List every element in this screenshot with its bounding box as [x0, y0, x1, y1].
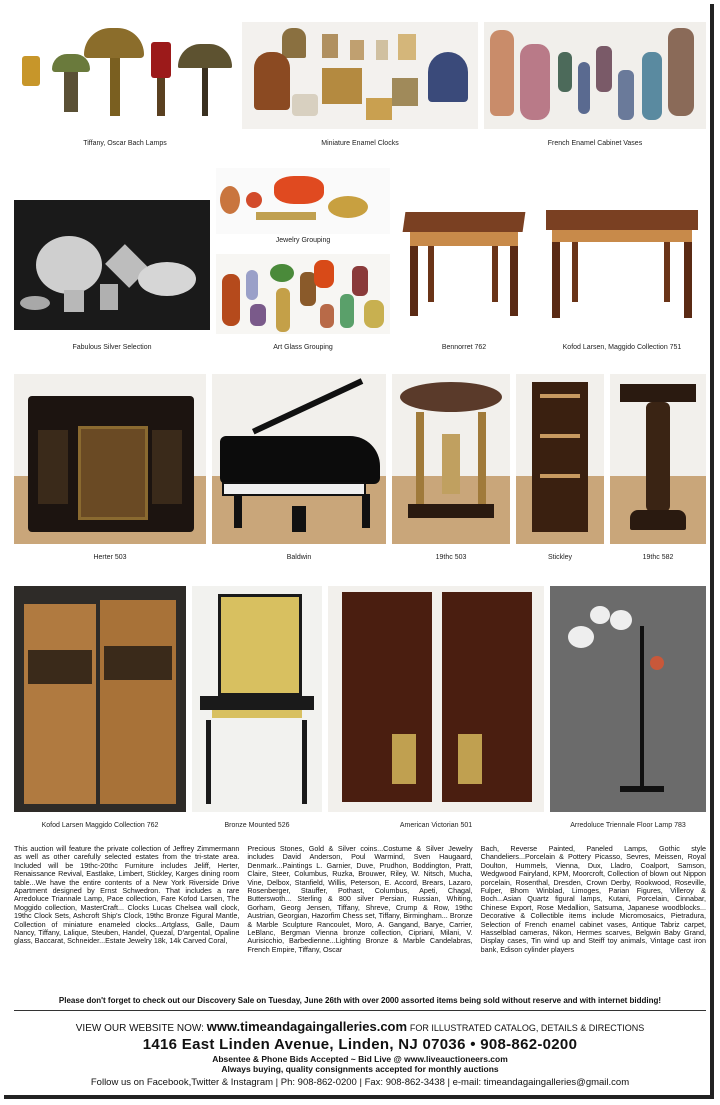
bronze-photo	[192, 586, 322, 812]
footer	[14, 1010, 706, 1088]
caption-c19b: 19thc 582	[642, 554, 674, 561]
website-line	[14, 1019, 706, 1034]
buying-line: Always buying, quality consignments accepted for monthly auctions	[221, 1064, 499, 1074]
baldwin-photo	[212, 374, 386, 544]
caption-bronze: Bronze Mounted 526	[224, 822, 290, 829]
stickley-photo	[516, 374, 604, 544]
caption-herter: Herter 503	[93, 554, 127, 561]
caption-lamps: Tiffany, Oscar Bach Lamps	[83, 140, 167, 147]
address-line: 1416 East Linden Avenue, Linden, NJ 07036 • 908-862-0200	[142, 1036, 578, 1053]
herter-photo	[14, 374, 206, 544]
caption-c19a: 19thc 503	[435, 554, 467, 561]
caption-baldwin: Baldwin	[286, 554, 312, 561]
absentee-line: Absentee & Phone Bids Accepted ~ Bid Live @ www.liveauctioneers.com	[212, 1054, 508, 1064]
caption-vases: French Enamel Cabinet Vases	[547, 140, 643, 147]
caption-kofod2: Kofod Larsen Maggido Collection 762	[41, 822, 159, 829]
vases-photo	[484, 22, 706, 129]
caption-artglass: Art Glass Grouping	[273, 344, 333, 351]
caption-bennorret: Bennorret 762	[441, 344, 487, 351]
discovery-sale-notice: Please don't forget to check out our Discovery Sale on Tuesday, June 26th with over 2000 assorted items being sold without reserve and with internet bidding!	[58, 996, 662, 1005]
auction-description	[14, 845, 706, 954]
caption-clocks: Miniature Enamel Clocks	[321, 140, 399, 147]
description-col-3: Bach, Reverse Painted, Paneled Lamps, Gothic style Chandeliers...Porcelain & Pottery Picasso, Sevres, Meissen, Royal Doulton, Hummels, Vienna, Dux, Lladro, Coalport, Samson, Wedgwood Fairyland, KPM, Moorcroft, Collection of blown out Nippon porcelain, Rosenthal, Dresden, Crown Derby, Rookwood, Roseville, Fulper, Bhom Winblad, Limoges, Parian Figures, Villeroy & Boch...Asian Quartz figural lamps, Kutani, Porcelain, Cinnabar, Chinese Export, Rose Medallion, Satsuma, Japanese woodblocks... Decorative & Collectible items include Micromosaics, Pietradura, Selection of French enamel cabinet vases, Antique Tabriz carpet, Hasselblad cameras, Nikon, Hermes scarves, Belgwin Baby Grand, Display cases, Tin wind up and Steiff toy animals, Vintage cast iron bank, Edison cylinder players	[480, 844, 706, 954]
contact-line: Follow us on Facebook,Twitter & Instagram | Ph: 908-862-0200 | Fax: 908-862-3438 | e-mail: timeandagaingalleries@gmail.com	[90, 1077, 630, 1088]
floorlamp-photo	[550, 586, 706, 812]
kofod2-photo	[14, 586, 186, 812]
website-label: VIEW OUR WEBSITE NOW:	[75, 1023, 204, 1034]
jewelry-photo	[216, 168, 390, 234]
artglass-photo	[216, 254, 390, 334]
c19a-photo	[392, 374, 510, 544]
kofod1-photo	[538, 196, 706, 330]
bennorret-photo	[396, 196, 532, 330]
silver-photo	[14, 200, 210, 330]
caption-stickley: Stickley	[547, 554, 573, 561]
amvict-photo	[328, 586, 544, 812]
caption-amvict: American Victorian 501	[399, 822, 473, 829]
description-col-2: Precious Stones, Gold & Silver coins...Costume & Silver Jewelry includes David Anderson, Poul Warmind, Sven Haugaard, Denmark...Paintings L. Garnier, Duve, Prudhon, Boddington, Pratt, Claire, Steer, Columbus, Ruzka, Brouwer, Riley, W. Nitsch, Mucha, Vine, Delbox, Stanfield, Willis, Peterson, E. Accord, Brears, Lazaro, Rosenberger, Stauffer, Pothast, Columbus, Apeti, Chagal, Butterswoth... Sterling & 800 silver Persian, Russian, Whiting, Gorham, Georg Jensen, Tiffany, Shreve, Crump & Row, 19thc Austrian, Georgian, Hazorfim Chess set, Tiffany, Birmingham... Bronze & Marble Sculpture Rancoulet, Moro, A. Gangand, Barye, Carrier, LeBlanc, Bergman Vienna bronze collection, Cipriani, Milani, V. Aurisicchio, Barbedienne...Lighting Bronze & Marble Candelabras, French Empire, Tiffany, Oscar	[247, 844, 473, 954]
lamps-photo	[14, 24, 236, 131]
caption-floorlamp: Arredoluce Triennale Floor Lamp 783	[570, 822, 686, 829]
caption-kofod1: Kofod Larsen, Maggido Collection 751	[562, 344, 682, 351]
caption-silver: Fabulous Silver Selection	[72, 344, 152, 351]
description-col-1: This auction will feature the private collection of Jeffrey Zimmermann as well as other carefully selected estates from the tri-state area. Included will be 19thc-20thc Furniture includes Jeliff, Herter, Renaissance Revival, Eastlake, Limbert, Stickley, Karges dining room table...We have the entire contents of a New York Riverside Drive Apartment designed by Ernst Schwedron. That includes a rare Arredoluce Triannale Lamp, Pace collection, Fare Kofod Larsen, The Moggido collection, MasterCraft... Clocks Lucas Chelsea wall clock, 19thc Clock Sets, Ashcroft Ship's Clock, 19thc Bronze Figural Mantle, Collection of miniature enameled clocks...Artglass, Galle, Daum Nancy, Tiffany, Lalique, Steuben, Handel, Quezal, D'argental, Opaline glass, Baccarat, Schneider...Estate Jewelry 18k, 14k Carved Coral,	[14, 844, 240, 946]
c19b-photo	[610, 374, 706, 544]
clocks-photo	[242, 22, 478, 129]
website-link[interactable]: www.timeandagaingalleries.com	[206, 1019, 408, 1034]
caption-jewelry: Jewelry Grouping	[275, 237, 331, 244]
website-rest: FOR ILLUSTRATED CATALOG, DETAILS & DIRECTIONS	[409, 1023, 645, 1033]
